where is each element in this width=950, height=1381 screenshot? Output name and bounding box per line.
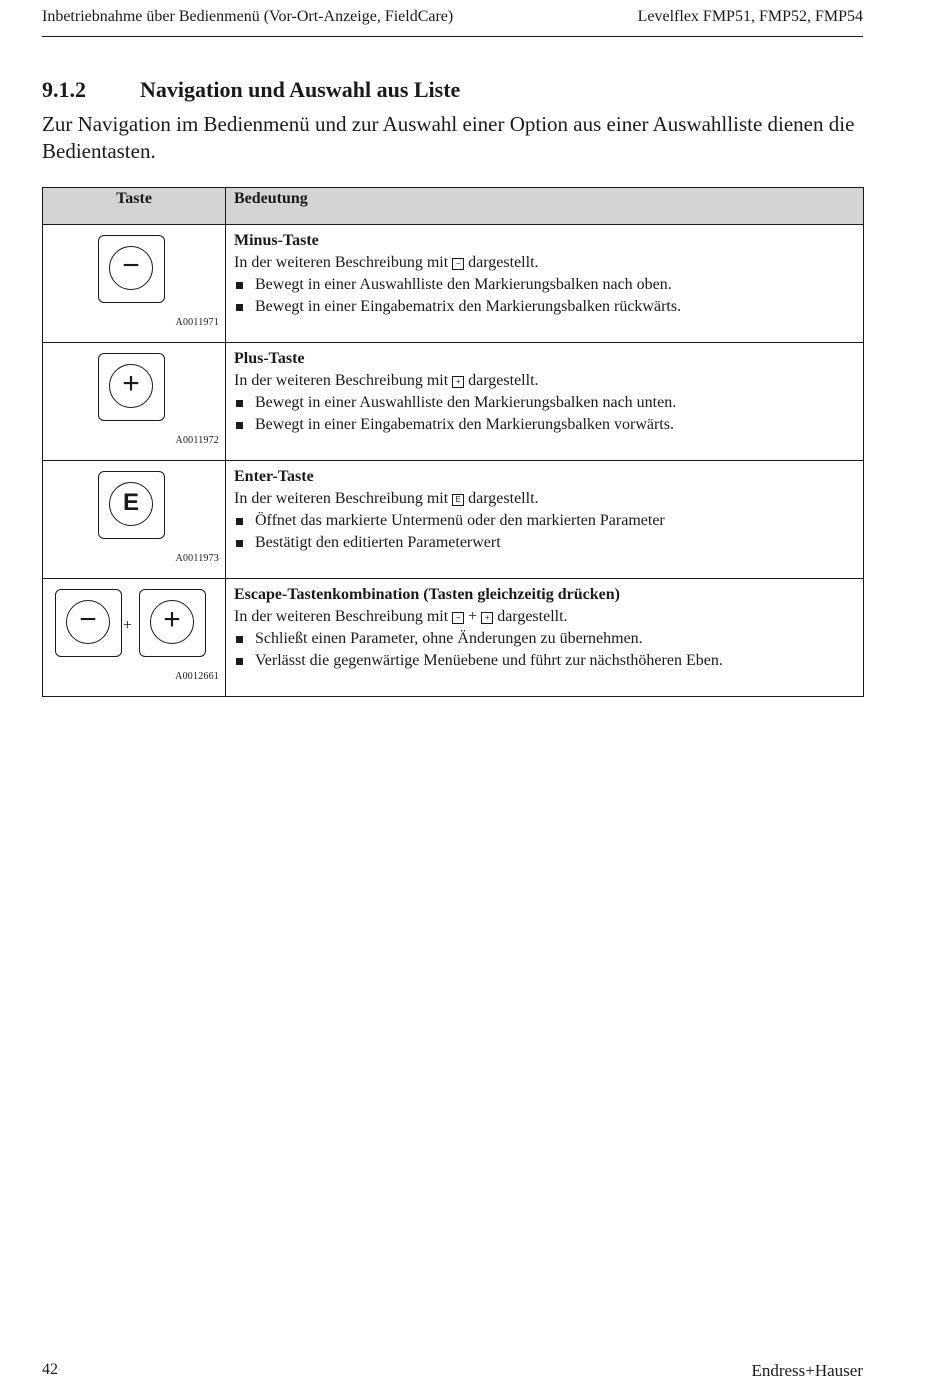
meaning-cell	[226, 343, 864, 461]
list-item: Bewegt in einer Eingabematrix den Markierungsbalken vorwärts.	[234, 414, 855, 436]
section-title: Navigation und Auswahl aus Liste	[140, 77, 461, 102]
list-item: Öffnet das markierte Untermenü oder den markierten Parameter	[234, 510, 855, 532]
bullet-list	[234, 510, 855, 554]
brand-name: Endress+Hauser	[751, 1361, 863, 1380]
table-row	[43, 225, 864, 343]
enter-symbol: E	[109, 482, 153, 526]
key-cell	[43, 225, 226, 343]
intro-paragraph: Zur Navigation im Bedienmenü und zur Auswahl einer Option aus einer Auswahlliste dienen die Bedientasten.	[42, 112, 855, 163]
key-notation-line: In der weiteren Beschreibung mit − dargestellt.	[234, 254, 539, 271]
key-notation-line: In der weiteren Beschreibung mit + dargestellt.	[234, 372, 539, 389]
enter-mini-icon: E	[452, 494, 464, 506]
key-table	[42, 187, 864, 697]
minus-mini-icon: −	[452, 258, 464, 270]
plus-mini-icon: +	[452, 376, 464, 388]
list-item: Bewegt in einer Auswahlliste den Markierungsbalken nach unten.	[234, 392, 855, 414]
minus-symbol: −	[109, 246, 153, 290]
figure-code: A0012661	[175, 671, 219, 682]
plus-symbol: +	[150, 600, 194, 644]
key-cell	[43, 579, 226, 697]
column-header-key: Taste	[43, 188, 226, 225]
section-number: 9.1.2	[42, 77, 86, 102]
bullet-list	[234, 274, 855, 318]
list-item: Bestätigt den editierten Parameterwert	[234, 532, 855, 554]
key-cell	[43, 461, 226, 579]
plus-key-icon	[98, 353, 165, 421]
meaning-cell	[226, 225, 864, 343]
key-title: Enter-Taste	[234, 468, 314, 485]
figure-code: A0011973	[175, 553, 219, 564]
page-header	[42, 6, 863, 37]
minus-mini-icon: −	[452, 612, 464, 624]
combination-plus: +	[123, 617, 133, 634]
list-item: Schließt einen Parameter, ohne Änderungen zu übernehmen.	[234, 628, 855, 650]
list-item: Bewegt in einer Auswahlliste den Markierungsbalken nach oben.	[234, 274, 855, 296]
list-item: Bewegt in einer Eingabematrix den Markierungsbalken rückwärts.	[234, 296, 855, 318]
table-header-row	[43, 188, 864, 225]
minus-symbol: −	[66, 600, 110, 644]
plus-key-icon	[139, 589, 206, 657]
key-notation-line: In der weiteren Beschreibung mit E dargestellt.	[234, 490, 539, 507]
minus-key-icon	[98, 235, 165, 303]
key-notation-line: In der weiteren Beschreibung mit − + + dargestellt.	[234, 608, 568, 625]
header-chapter: Inbetriebnahme über Bedienmenü (Vor-Ort-Anzeige, FieldCare)	[42, 8, 454, 25]
section-heading	[42, 76, 460, 104]
plus-mini-icon: +	[481, 612, 493, 624]
table-row	[43, 461, 864, 579]
bullet-list	[234, 628, 855, 672]
key-title: Escape-Tastenkombination (Tasten gleichzeitig drücken)	[234, 586, 620, 603]
minus-key-icon	[55, 589, 122, 657]
key-cell	[43, 343, 226, 461]
meaning-cell	[226, 579, 864, 697]
key-title: Plus-Taste	[234, 350, 305, 367]
table-row	[43, 579, 864, 697]
key-title: Minus-Taste	[234, 232, 319, 249]
header-product: Levelflex FMP51, FMP52, FMP54	[637, 8, 863, 25]
column-header-meaning: Bedeutung	[226, 188, 864, 225]
bullet-list	[234, 392, 855, 436]
plus-symbol: +	[109, 364, 153, 408]
enter-key-icon	[98, 471, 165, 539]
figure-code: A0011972	[175, 435, 219, 446]
meaning-cell	[226, 461, 864, 579]
list-item: Verlässt die gegenwärtige Menüebene und führt zur nächsthöheren Eben.	[234, 650, 855, 672]
page-number: 42	[42, 1361, 58, 1378]
table-row	[43, 343, 864, 461]
figure-code: A0011971	[175, 317, 219, 328]
